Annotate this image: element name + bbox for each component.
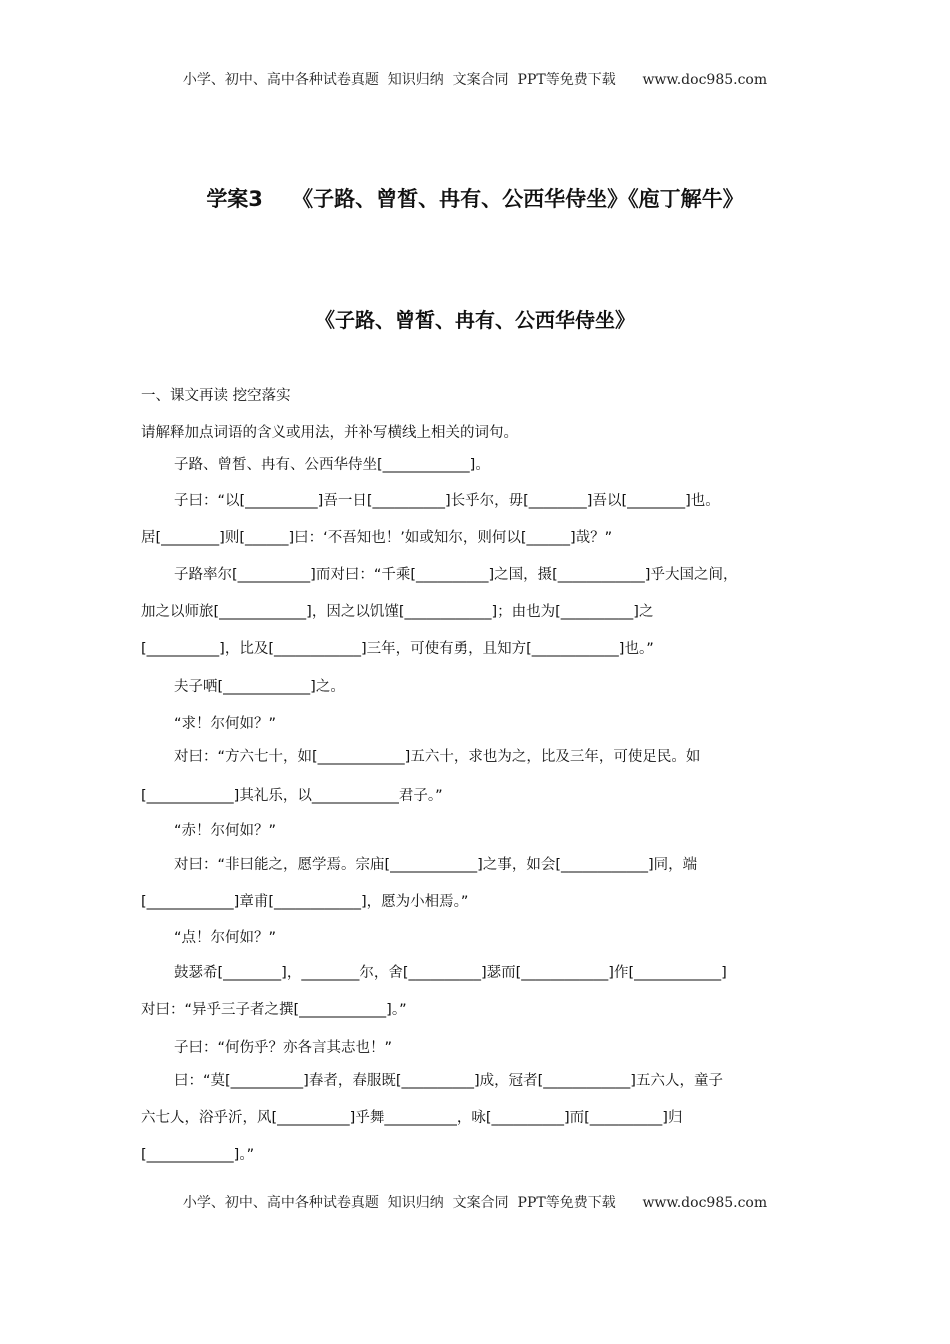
text-line: 对曰：“异乎三子者之撰[____________]。” [141,1002,407,1018]
text-line: 子路率尔[__________]而对曰：“千乘[__________]之国，摄[____________]乎大国之间， [174,567,738,583]
text-line: 六七人，浴乎沂，风[__________]乎舞__________，咏[__________]而[__________]归 [141,1110,683,1126]
text-line: [____________]其礼乐，以____________君子。” [141,788,443,804]
text-line: 曰：“莫[__________]春者，春服既[__________]成，冠者[____________]五六人，童子 [174,1073,723,1089]
page-header: 小学、初中、高中各种试卷真题 知识归纳 文案合同 PPT等免费下载 www.doc985.com [182,72,768,88]
text-line: [____________]。” [141,1147,255,1163]
text-line: 居[________]则[______]曰：‘不吾知也！’如或知尔，则何以[______]哉？” [141,530,613,546]
text-line: [__________]，比及[____________]三年，可使有勇，且知方[____________]也。” [141,641,654,657]
section-heading: 一、课文再读 挖空落实 [141,388,291,404]
text-line: 子曰：“何伤乎？亦各言其志也！” [174,1040,393,1056]
text-line: 对曰：“非曰能之，愿学焉。宗庙[____________]之事，如会[____________]同，端 [174,857,698,873]
text-line: 夫子哂[____________]之。 [174,679,345,695]
text-line: [____________]章甫[____________]，愿为小相焉。” [141,894,469,910]
instruction-text: 请解释加点词语的含义或用法，并补写横线上相关的词句。 [141,425,518,441]
text-line: 子曰：“以[__________]吾一日[__________]长乎尔，毋[________]吾以[________]也。 [174,493,720,509]
text-line: 加之以师旅[____________]，因之以饥馑[____________]；由也为[__________]之 [141,604,654,620]
text-line: “求！尔何如？” [174,716,277,732]
page-title: 学案3 《子路、曾皙、冉有、公西华侍坐》《庖丁解牛》 [206,187,744,211]
text-line: 子路、曾皙、冉有、公西华侍坐[____________]。 [174,457,490,473]
section-subtitle: 《子路、曾皙、冉有、公西华侍坐》 [315,308,635,332]
page-footer: 小学、初中、高中各种试卷真题 知识归纳 文案合同 PPT等免费下载 www.doc985.com [182,1195,768,1211]
text-line: 对曰：“方六七十，如[____________]五六十，求也为之，比及三年，可使足民。如 [174,749,701,765]
text-line: “赤！尔何如？” [174,823,277,839]
text-line: “点！尔何如？” [174,930,277,946]
text-line: 鼓瑟希[________]，________尔，舍[__________]瑟而[____________]作[____________] [174,965,727,981]
